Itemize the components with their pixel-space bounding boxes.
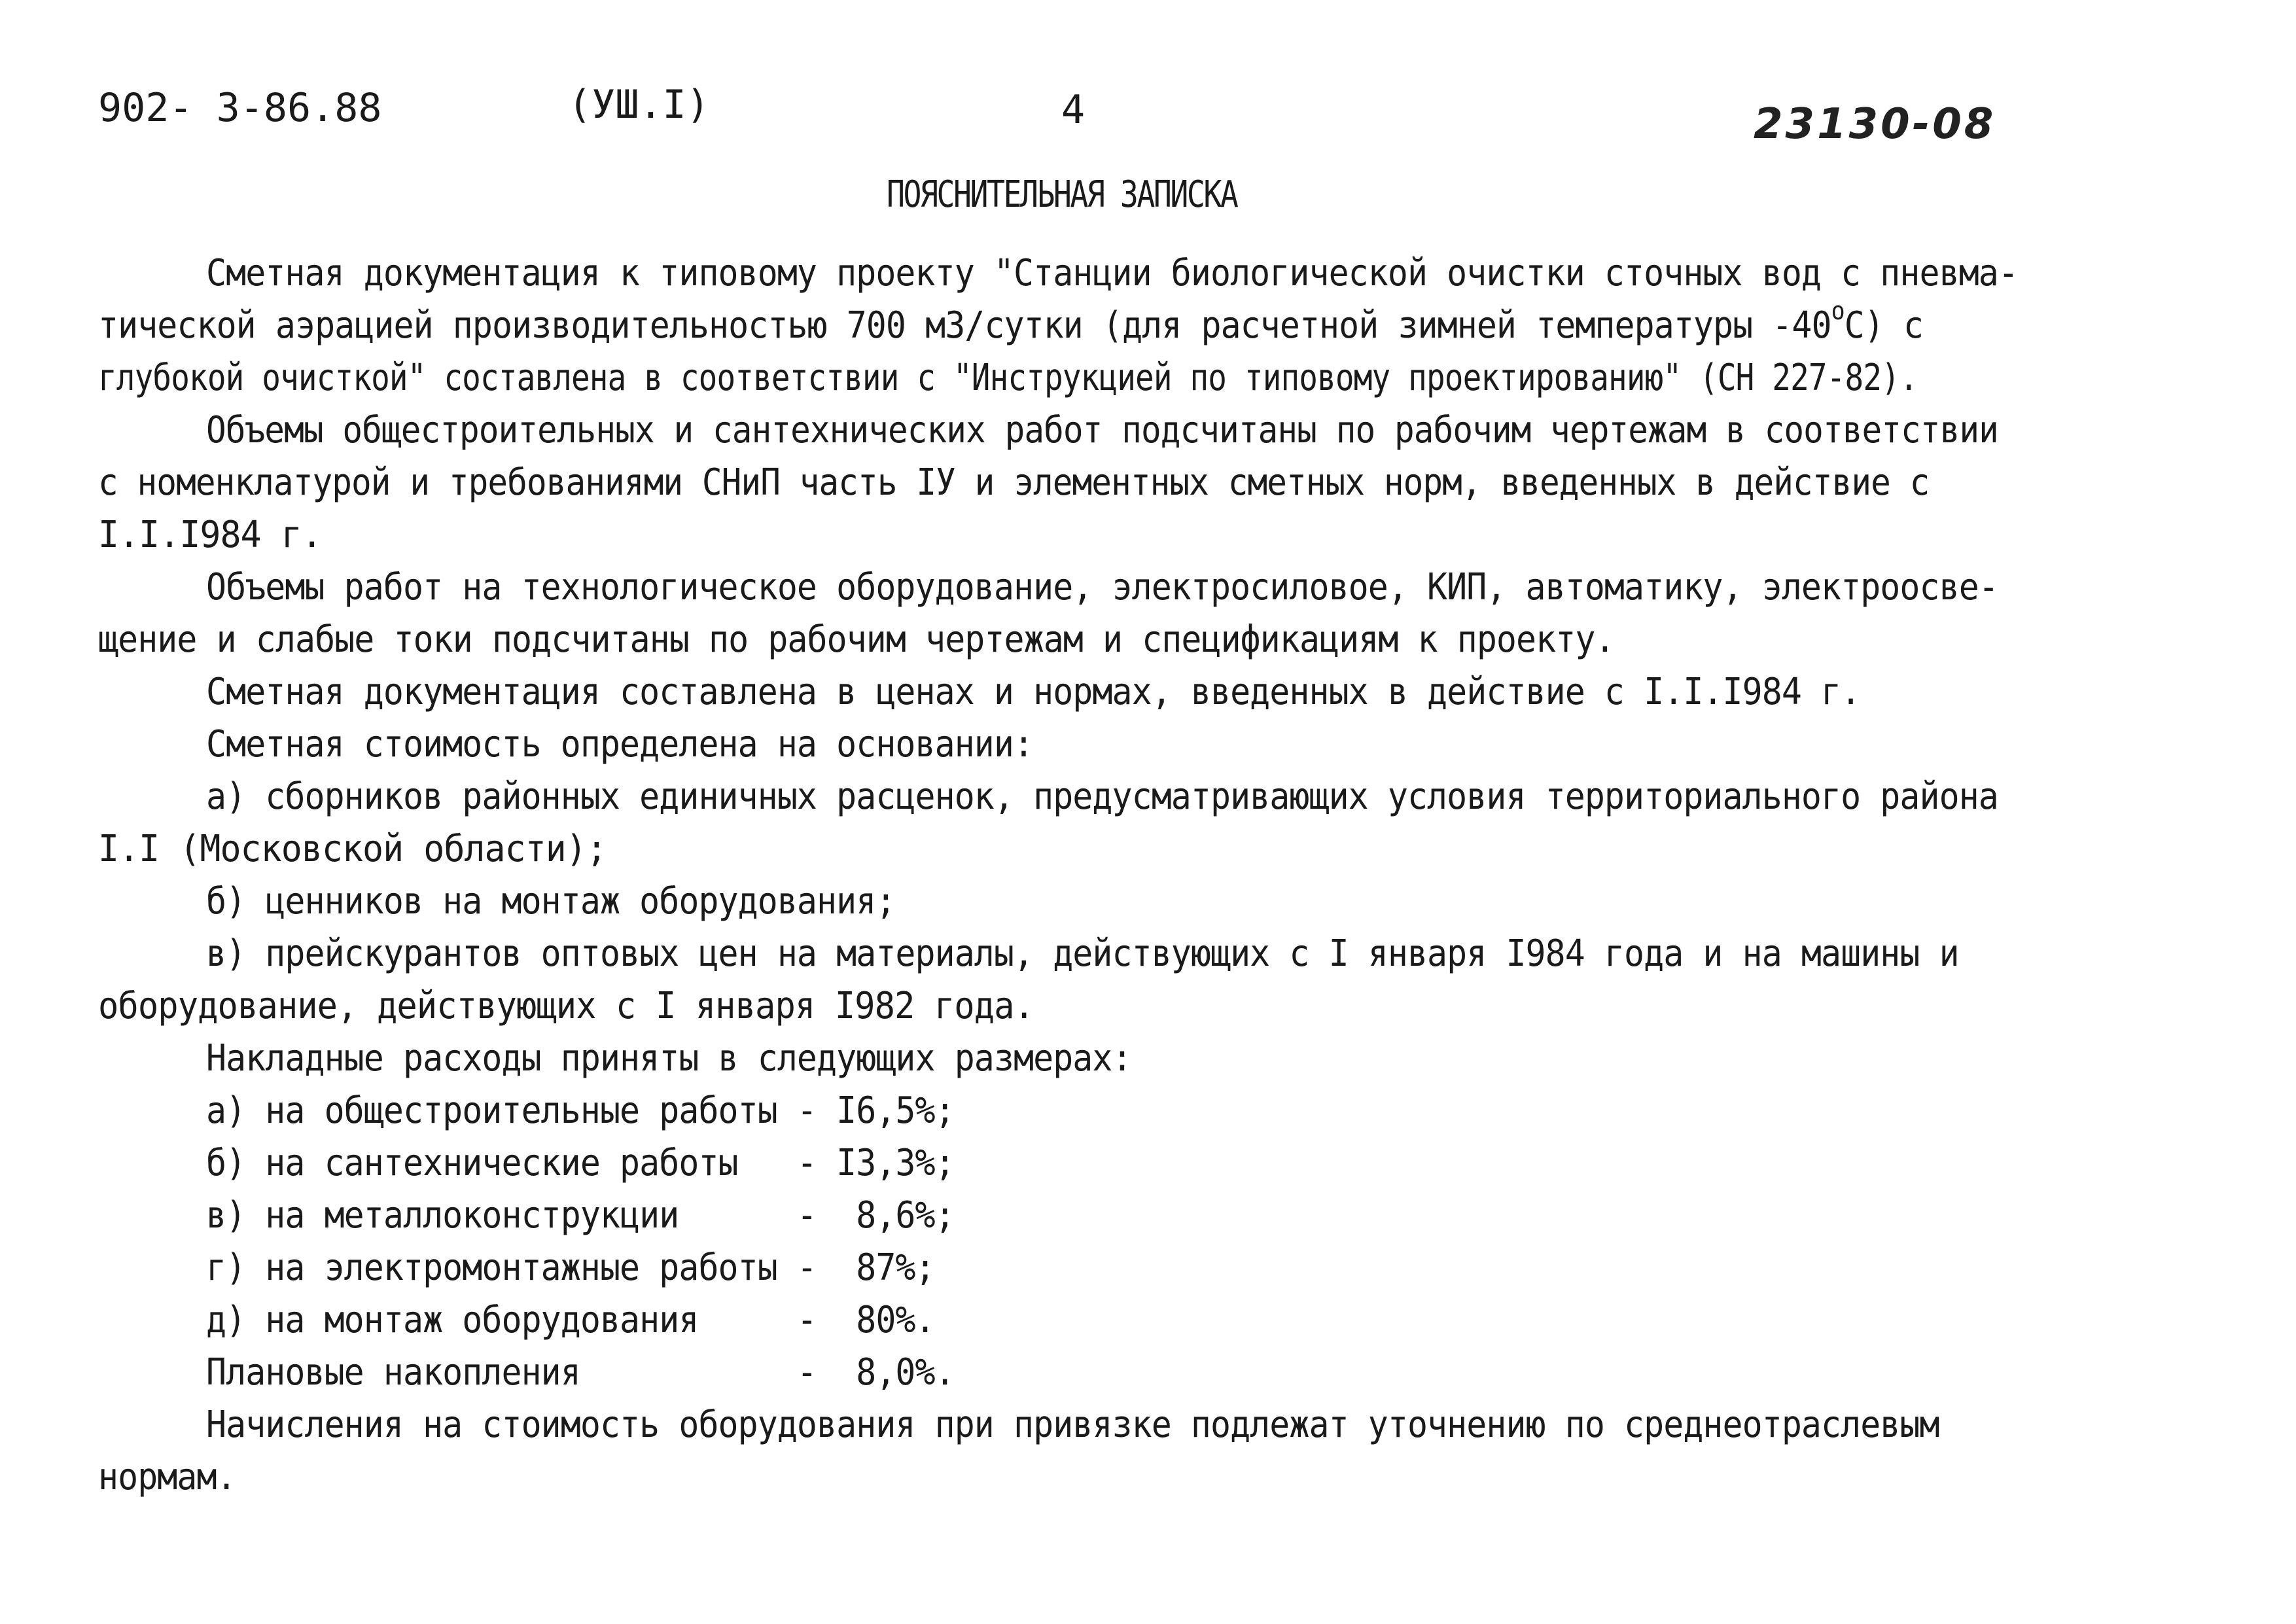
body-line-4: Объемы общестроительных и сантехнических работ подсчитаны по рабочим чертежам в соответствии [206,409,1998,451]
body-line-9: Сметная документация составлена в ценах и нормах, введенных в действие с I.I.I984 г. [206,671,1861,713]
body-line-16: Накладные расходы приняты в следующих размерах: [206,1037,1132,1080]
body-line-2 [98,296,1924,352]
body-line-15: оборудование, действующих с I января I982 года. [98,985,1034,1027]
body-line-23: Начисления на стоимость оборудования при привязке подлежат уточнению по среднеотраслевым [206,1403,1939,1446]
body-line-10: Сметная стоимость определена на основании: [206,723,1034,766]
page-number: 4 [1061,87,1086,133]
body-line-8: щение и слабые токи подсчитаны по рабочим чертежам и спецификациям к проекту. [98,618,1615,661]
body-line-2-text: тической аэрацией производительностью 700 м3/сутки (для расчетной зимней температуры -40 [98,304,1831,347]
archive-number-stamp: 23130-08 [1754,100,1996,149]
document-title: ПОЯСНИТЕЛЬНАЯ ЗАПИСКА [887,173,1237,216]
sheet-reference: (УШ.I) [568,82,710,128]
body-line-7: Объемы работ на технологическое оборудование, электросиловое, КИП, автоматику, электроосве- [206,566,1998,609]
overhead-item-a: а) на общестроительные работы - I6,5%; [206,1089,955,1132]
body-line-3: глубокой очисткой" составлена в соответствии с "Инструкцией по типовому проектированию" (СН 227-82). [98,357,1918,399]
body-line-1: Сметная документация к типовому проекту "Станции биологической очистки сточных вод с пневма- [206,252,2018,294]
document-code: 902- 3-86.88 [98,85,382,131]
overhead-item-e: д) на монтаж оборудования - 80%. [206,1299,935,1341]
overhead-item-d: г) на электромонтажные работы - 87%; [206,1246,935,1289]
body-line-14: в) прейскурантов оптовых цен на материалы, действующих с I января I984 года и на машины и [206,932,1959,975]
planned-savings-line: Плановые накопления - 8,0%. [206,1351,955,1394]
body-line-11: а) сборников районных единичных расценок, предусматривающих условия территориального района [206,775,1998,818]
body-line-6: I.I.I984 г. [98,514,322,556]
overhead-item-c: в) на металлоконструкции - 8,6%; [206,1194,955,1237]
body-line-5: с номенклатурой и требованиями СНиП часть IУ и элементных сметных норм, введенных в действие с [98,461,1930,504]
body-line-2-tail: С) с [1844,304,1924,347]
body-line-12: I.I (Московской области); [98,828,607,870]
body-line-24: нормам. [98,1456,236,1498]
body-line-13: б) ценников на монтаж оборудования; [206,880,896,923]
degree-superscript: o [1831,296,1845,325]
overhead-item-b: б) на сантехнические работы - I3,3%; [206,1142,955,1184]
